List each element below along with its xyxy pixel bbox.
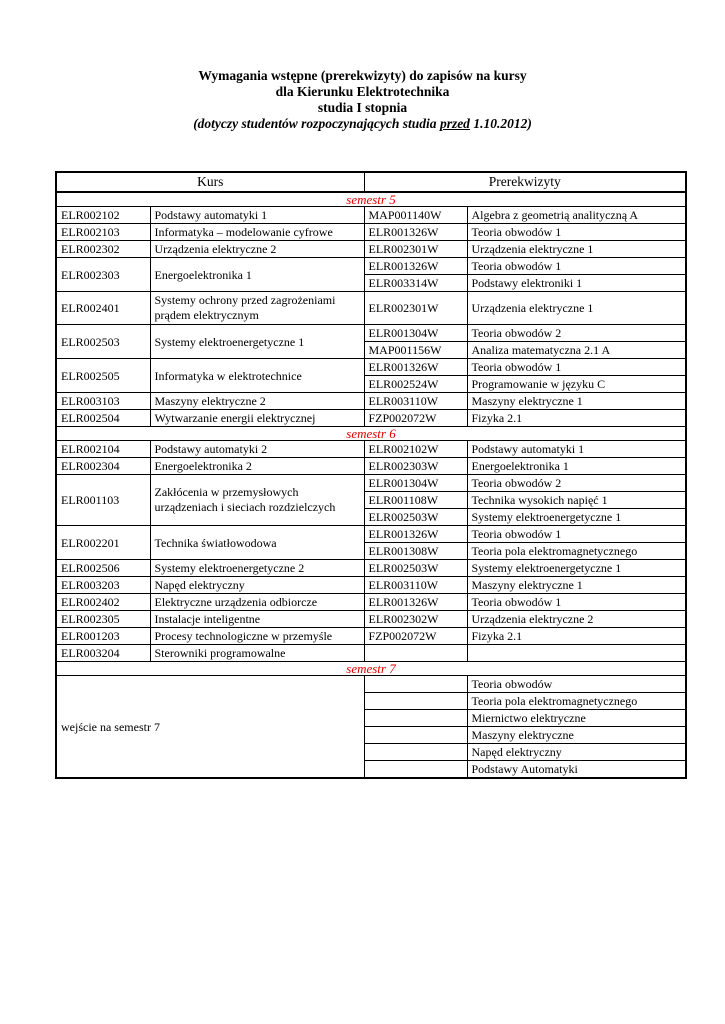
prerequisite-code: ELR001108W [364,492,467,509]
prerequisite-code: MAP001140W [364,207,467,224]
prerequisite-name: Teoria pola elektromagnetycznego [467,693,686,710]
course-name: Instalacje inteligentne [150,611,364,628]
title-line-4-underlined: przed [439,116,470,131]
table-row [56,475,686,492]
prerequisite-code: ELR003110W [364,393,467,410]
course-name-line-1: Systemy ochrony przed zagrożeniami [154,293,336,307]
course-name: Urządzenia elektryczne 2 [150,241,364,258]
prerequisite-name: Energoelektronika 1 [467,458,686,475]
prerequisite-code: ELR001326W [364,258,467,275]
course-name: Podstawy automatyki 1 [150,207,364,224]
prerequisite-code: ELR001304W [364,325,467,342]
table-row [56,359,686,376]
title-line-4-pre: (dotyczy studentów rozpoczynających studia [193,116,440,131]
prerequisite-name: Teoria obwodów 2 [467,475,686,492]
prerequisite-code [364,710,467,727]
table-row [56,577,686,594]
course-code: ELR001103 [56,475,150,526]
course-name: Technika światłowodowa [150,526,364,560]
prerequisite-name: Algebra z geometrią analityczną A [467,207,686,224]
course-code: ELR001203 [56,628,150,645]
table-row [56,676,686,693]
prerequisite-name: Miernictwo elektryczne [467,710,686,727]
table-row [56,241,686,258]
course-name: Informatyka w elektrotechnice [150,359,364,393]
table-row [56,410,686,427]
prerequisite-code: ELR003314W [364,275,467,292]
prerequisite-code [364,645,467,662]
prerequisite-code: FZP002072W [364,628,467,645]
course-name: Energoelektronika 1 [150,258,364,292]
prerequisite-code: ELR002301W [364,292,467,325]
table-row [56,441,686,458]
prerequisite-code: FZP002072W [364,410,467,427]
course-code: ELR002201 [56,526,150,560]
prerequisites-table [55,171,687,779]
prerequisite-code: ELR002503W [364,560,467,577]
course-name: Systemy elektroenergetyczne 2 [150,560,364,577]
course-code: ELR002506 [56,560,150,577]
semester-row [56,662,686,676]
course-code: ELR002302 [56,241,150,258]
prerequisite-code: ELR001326W [364,594,467,611]
title-line-2: dla Kierunku Elektrotechnika [275,84,450,99]
prerequisite-name: Podstawy Automatyki [467,761,686,779]
table-row [56,594,686,611]
course-name: Informatyka – modelowanie cyfrowe [150,224,364,241]
course-name [150,475,364,526]
prerequisite-code: ELR001326W [364,359,467,376]
semester-label: semestr 6 [56,427,686,441]
prerequisite-code [364,693,467,710]
table-row [56,645,686,662]
prerequisite-code: ELR002302W [364,611,467,628]
prerequisite-code: ELR001304W [364,475,467,492]
course-code: ELR002304 [56,458,150,475]
prerequisite-code: ELR002503W [364,509,467,526]
prerequisite-name: Analiza matematyczna 2.1 A [467,342,686,359]
course-name: Procesy technologiczne w przemyśle [150,628,364,645]
prerequisite-name: Fizyka 2.1 [467,410,686,427]
prerequisite-name: Maszyny elektryczne 1 [467,393,686,410]
semester-label: semestr 5 [56,192,686,207]
prerequisite-code [364,727,467,744]
course-code: ELR002402 [56,594,150,611]
prerequisite-code: ELR001326W [364,224,467,241]
prerequisite-name: Teoria obwodów [467,676,686,693]
table-row [56,628,686,645]
prerequisite-name: Programowanie w języku C [467,376,686,393]
prerequisite-name: Maszyny elektryczne [467,727,686,744]
prerequisite-name: Podstawy automatyki 1 [467,441,686,458]
semester-row [56,427,686,441]
course-code: ELR002504 [56,410,150,427]
course-code: ELR003103 [56,393,150,410]
prerequisite-name: Maszyny elektryczne 1 [467,577,686,594]
table-row [56,325,686,342]
prerequisite-code: ELR002301W [364,241,467,258]
table-header-row [56,172,686,192]
prerequisite-name: Teoria obwodów 1 [467,359,686,376]
prerequisite-code: ELR001326W [364,526,467,543]
course-name: Napęd elektryczny [150,577,364,594]
document-title [0,68,725,132]
course-name [150,292,364,325]
title-line-1: Wymagania wstępne (prerekwizyty) do zapisów na kursy [198,68,527,83]
column-header-prerequisites: Prerekwizyty [364,172,686,192]
prerequisite-code [364,676,467,693]
course-code: ELR002303 [56,258,150,292]
course-code: ELR002401 [56,292,150,325]
course-code: ELR002503 [56,325,150,359]
prerequisite-code: ELR001308W [364,543,467,560]
course-code: ELR002305 [56,611,150,628]
table-row [56,224,686,241]
prerequisite-name: Systemy elektroenergetyczne 1 [467,509,686,526]
course-name: Elektryczne urządzenia odbiorcze [150,594,364,611]
table-body [56,192,686,778]
prerequisite-code [364,761,467,779]
title-line-4 [0,116,725,132]
table-row [56,526,686,543]
prerequisite-name: Urządzenia elektryczne 1 [467,241,686,258]
prerequisite-code [364,744,467,761]
prerequisite-name: Systemy elektroenergetyczne 1 [467,560,686,577]
course-name: Wytwarzanie energii elektrycznej [150,410,364,427]
table-row [56,258,686,275]
course-code: ELR002505 [56,359,150,393]
prerequisite-name: Urządzenia elektryczne 2 [467,611,686,628]
prerequisite-name: Teoria obwodów 1 [467,526,686,543]
course-code: ELR002102 [56,207,150,224]
course-name-line-2: urządzeniach i sieciach rozdzielczych [154,500,336,514]
prerequisite-code: ELR002102W [364,441,467,458]
course-name-line-1: Zakłócenia w przemysłowych [154,485,299,499]
table-row [56,458,686,475]
prerequisite-code: ELR003110W [364,577,467,594]
prerequisite-name: Podstawy elektroniki 1 [467,275,686,292]
course-name: Podstawy automatyki 2 [150,441,364,458]
table-row [56,292,686,325]
table-row [56,207,686,224]
course-name: Systemy elektroenergetyczne 1 [150,325,364,359]
prerequisite-code: ELR002303W [364,458,467,475]
title-line-3: studia I stopnia [317,100,408,115]
table-row [56,560,686,577]
prerequisite-name: Urządzenia elektryczne 1 [467,292,686,325]
prerequisite-name: Napęd elektryczny [467,744,686,761]
prerequisite-name: Teoria obwodów 1 [467,224,686,241]
table-row [56,611,686,628]
prerequisite-name: Fizyka 2.1 [467,628,686,645]
semester-7-entry: wejście na semestr 7 [56,676,364,779]
prerequisite-code: ELR002524W [364,376,467,393]
course-code: ELR002103 [56,224,150,241]
prerequisite-name: Teoria obwodów 1 [467,594,686,611]
prerequisite-name: Teoria pola elektromagnetycznego [467,543,686,560]
column-header-course: Kurs [56,172,364,192]
course-code: ELR003204 [56,645,150,662]
prerequisite-name: Technika wysokich napięć 1 [467,492,686,509]
prerequisite-name: Teoria obwodów 2 [467,325,686,342]
course-name: Energoelektronika 2 [150,458,364,475]
prerequisite-name: Teoria obwodów 1 [467,258,686,275]
course-name: Maszyny elektryczne 2 [150,393,364,410]
course-name-line-2: prądem elektrycznym [154,308,259,322]
semester-row [56,192,686,207]
course-code: ELR003203 [56,577,150,594]
table-row [56,393,686,410]
semester-label: semestr 7 [56,662,686,676]
title-line-4-post: 1.10.2012) [469,116,532,131]
prerequisite-name [467,645,686,662]
course-code: ELR002104 [56,441,150,458]
course-name: Sterowniki programowalne [150,645,364,662]
prerequisite-code: MAP001156W [364,342,467,359]
